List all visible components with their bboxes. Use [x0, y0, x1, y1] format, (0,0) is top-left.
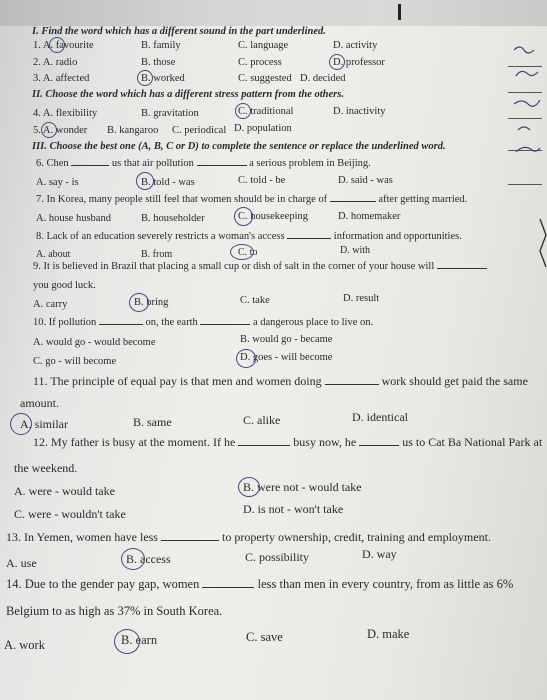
q12-option-b: B. were not - would take: [243, 480, 362, 494]
q2-answer-circle: [329, 54, 345, 70]
q10-stem-part-1: 10. If pollution: [33, 317, 97, 328]
q3-answer-circle: [137, 70, 153, 86]
q13-answer-circle: [121, 548, 145, 570]
q2-option-b: B. those: [141, 57, 176, 68]
q11-option-c: C. alike: [243, 413, 281, 427]
q11-option-a: A. similar: [20, 417, 68, 431]
q13-stem-part-1: 13. In Yemen, women have less: [6, 530, 158, 544]
q14-blank[interactable]: [202, 587, 254, 588]
q4-answer-circle: [235, 103, 251, 119]
q14-answer-circle: [114, 629, 140, 654]
q8-answer-circle: [230, 244, 254, 260]
q12-option-a: A. were - would take: [14, 484, 115, 498]
q9-stem: [33, 262, 487, 273]
q12-stem-part-1: 12. My father is busy at the moment. If he: [33, 435, 236, 449]
q12-stem: [33, 436, 542, 448]
q14-stem: [6, 578, 513, 591]
q13-option-c: C. possibility: [245, 550, 310, 564]
q11-stem-part-1: 11. The principle of equal pay is that men and women doing: [33, 374, 322, 388]
q5-option-a: 5. A. wonder: [33, 125, 88, 136]
q4-option-a: 4. A. flexibility: [33, 108, 98, 119]
q6-option-a: A. say - is: [36, 177, 79, 188]
q8-option-a: A. about: [36, 249, 71, 260]
q12-stem-part-2: busy now, he: [293, 435, 357, 449]
q10-stem-part-2: on, the earth: [145, 317, 198, 328]
q10-option-b: B. would go - became: [240, 334, 333, 345]
q2-option-c: C. process: [238, 57, 282, 68]
q10-option-a: A. would go - would become: [33, 337, 156, 348]
q13-stem: [6, 531, 491, 543]
q13-option-a: A. use: [6, 556, 37, 570]
q10-option-c: C. go - will become: [33, 356, 117, 367]
q6-stem-part-3: a serious problem in Beijing.: [249, 158, 371, 169]
q1-answer-circle: [49, 37, 65, 53]
q11-stem-part-3: amount.: [20, 396, 59, 410]
q8-blank[interactable]: [287, 238, 331, 239]
q4-option-b: B. gravitation: [141, 108, 199, 119]
q8-stem: [36, 232, 462, 243]
q7-stem-part-2: after getting married.: [378, 194, 468, 205]
q9-option-c: C. take: [240, 295, 270, 306]
section-3-heading: III. Choose the best one (A, B, C or D) to complete the sentence or replace the underlined word.: [32, 141, 446, 152]
q14-option-c: C. save: [246, 630, 283, 644]
q7-answer-circle: [234, 207, 253, 226]
q7-blank[interactable]: [330, 201, 376, 202]
q9-stem-part-2: you good luck.: [33, 280, 96, 291]
q11-stem: [33, 375, 528, 387]
q10-answer-circle: [236, 349, 256, 368]
q6-option-d: D. said - was: [338, 175, 393, 186]
q4-option-c: C. traditional: [238, 106, 294, 117]
q2-option-a: 2. A. radio: [33, 57, 78, 68]
q6-stem-part-2: us that air pollution: [111, 158, 194, 169]
q14-option-d: D. make: [367, 627, 410, 641]
q6-stem: [36, 159, 371, 170]
q11-blank[interactable]: [325, 384, 379, 385]
q5-answer-circle: [41, 122, 57, 138]
q12-stem-part-3: us to Cat Ba National Park at: [402, 435, 543, 449]
section-1-heading: I. Find the word which has a different sound in the part underlined.: [32, 26, 326, 37]
q10-stem-part-3: a dangerous place to live on.: [252, 317, 374, 328]
q10-option-d: D. goes - will become: [240, 352, 333, 363]
q3-option-d: D. decided: [300, 73, 346, 84]
q6-option-c: C. told - be: [238, 175, 286, 186]
q1-option-d: D. activity: [333, 40, 378, 51]
q7-option-d: D. homemaker: [338, 211, 401, 222]
section-2-heading: II. Choose the word which has a different stress pattern from the others.: [32, 89, 344, 100]
q1-option-a: 1. A. favourite: [33, 40, 94, 51]
page-edge-mark-icon: [538, 215, 547, 275]
q13-stem-part-2: to property ownership, credit, training and employment.: [221, 530, 491, 544]
q12-option-c: C. were - wouldn't take: [14, 507, 126, 521]
q14-stem-part-2: less than men in every country, from as little as 6%: [257, 577, 514, 591]
q6-blank-1[interactable]: [71, 165, 109, 166]
q5-option-b: B. kangaroo: [107, 125, 159, 136]
q7-option-b: B. householder: [141, 213, 205, 224]
q12-blank-1[interactable]: [238, 445, 290, 446]
q7-stem-part-1: 7. In Korea, many people still feel that women should be in charge of: [36, 194, 328, 205]
q7-option-a: A. house husband: [36, 213, 111, 224]
q13-option-d: D. way: [362, 547, 397, 561]
q10-blank-1[interactable]: [99, 324, 143, 325]
q5-option-c: C. periodical: [172, 125, 227, 136]
q9-option-a: A. carry: [33, 299, 68, 310]
q6-stem-part-1: 6. Chen: [36, 158, 69, 169]
pen-scribble-icon: [510, 40, 546, 160]
q9-answer-circle: [129, 293, 149, 312]
q6-answer-circle: [136, 172, 154, 190]
q14-option-a: A. work: [4, 638, 45, 652]
q6-option-b: B. told - was: [141, 177, 195, 188]
q14-option-b: B. earn: [121, 633, 158, 647]
q8-option-b: B. from: [141, 249, 173, 260]
q7-stem: [36, 195, 467, 206]
q3-option-b: B. worked: [141, 73, 185, 84]
q4-option-d: D. inactivity: [333, 106, 386, 117]
margin-rule: [508, 184, 542, 185]
q10-stem: [33, 318, 373, 329]
q11-stem-part-2: work should get paid the same: [381, 374, 528, 388]
q13-blank[interactable]: [161, 540, 219, 541]
q7-option-c: C. housekeeping: [238, 211, 308, 222]
q6-blank-2[interactable]: [197, 165, 247, 166]
q11-answer-circle: [10, 413, 32, 435]
q5-option-d: D. population: [234, 123, 292, 134]
q14-stem-part-1: 14. Due to the gender pay gap, women: [6, 577, 200, 591]
q2-option-d: D. professor: [333, 57, 385, 68]
q8-option-c: C. to: [238, 247, 258, 258]
q1-option-b: B. family: [141, 40, 181, 51]
q14-stem-part-3: Belgium to as high as 37% in South Korea.: [6, 604, 223, 618]
q12-option-d: D. is not - won't take: [243, 502, 344, 516]
q3-option-c: C. suggested: [238, 73, 292, 84]
q11-option-b: B. same: [133, 415, 172, 429]
q3-option-a: 3. A. affected: [33, 73, 90, 84]
q12-answer-circle: [238, 477, 260, 497]
q9-option-d: D. result: [343, 293, 380, 304]
q9-blank[interactable]: [437, 268, 487, 269]
q10-blank-2[interactable]: [200, 324, 250, 325]
q12-blank-2[interactable]: [359, 445, 399, 446]
q8-stem-part-1: 8. Lack of an education severely restricts a woman's access: [36, 231, 285, 242]
q8-stem-part-2: information and opportunities.: [333, 231, 462, 242]
q9-option-b: B. bring: [134, 297, 169, 308]
q9-stem-part-1: 9. It is believed in Brazil that placing a small cup or dish of salt in the corner of your house will: [33, 261, 435, 272]
q13-option-b: B. access: [126, 552, 171, 566]
q1-option-c: C. language: [238, 40, 289, 51]
q12-stem-part-4: the weekend.: [14, 461, 78, 475]
q11-option-d: D. identical: [352, 410, 408, 424]
q8-option-d: D. with: [340, 245, 370, 256]
